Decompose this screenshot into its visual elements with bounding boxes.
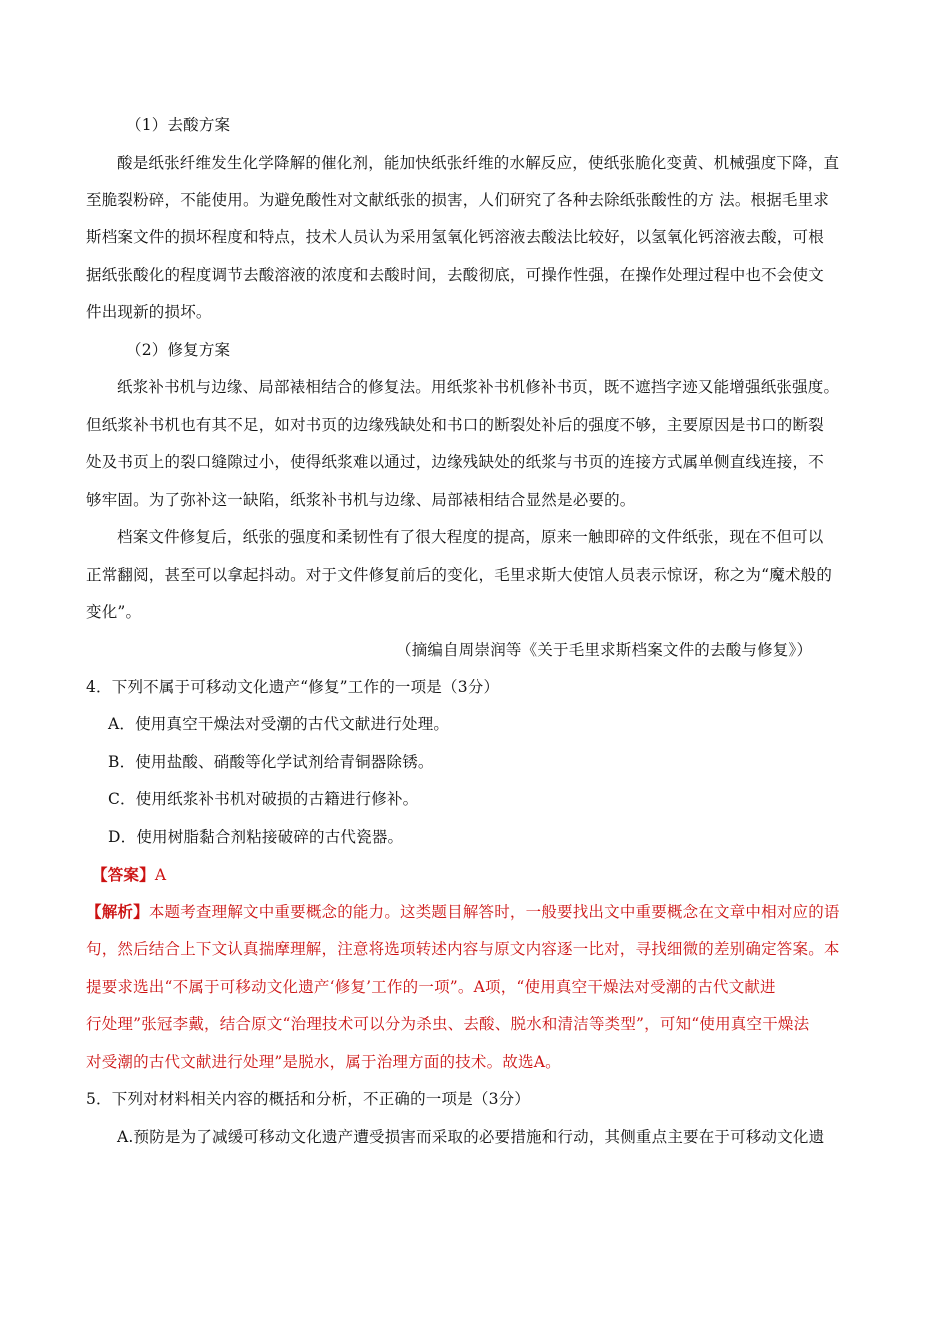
analysis-line: 提要求选出“不属于可移动文化遗产‘修复’工作的一项”。A项，“使用真空干燥法对受潮的古代文献进 bbox=[86, 978, 776, 996]
section2-line: 处及书页上的裂口缝隙过小，使得纸浆难以通过，边缘残缺处的纸浆与书页的连接方式属单侧直线连接，不 bbox=[86, 453, 824, 471]
section3-line: 正常翻阅，甚至可以拿起抖动。对于文件修复前后的变化，毛里求斯大使馆人员表示惊讶，称之为“魔术般的 bbox=[86, 566, 833, 584]
analysis-line bbox=[86, 901, 840, 923]
answer-value: A bbox=[154, 866, 167, 884]
section1-line: 斯档案文件的损坏程度和特点，技术人员认为采用氢氧化钙溶液去酸法比较好，以氢氧化钙溶液去酸，可根 bbox=[86, 228, 824, 246]
q4-option-d: D．使用树脂黏合剂粘接破碎的古代瓷器。 bbox=[108, 828, 404, 846]
section1-line: 酸是纸张纤维发生化学降解的催化剂，能加快纸张纤维的水解反应，使纸张脆化变黄、机械强度下降，直 bbox=[117, 154, 840, 172]
answer-tag: 【答案】 bbox=[92, 865, 155, 884]
section2-line: 纸浆补书机与边缘、局部裱相结合的修复法。用纸浆补书机修补书页，既不遮挡字迹又能增强纸张强度。 bbox=[117, 378, 840, 396]
q4-stem: 4．下列不属于可移动文化遗产“修复”工作的一项是（3分） bbox=[86, 678, 500, 696]
section1-line: 件出现新的损坏。 bbox=[86, 303, 212, 321]
analysis-text: 本题考查理解文中重要概念的能力。这类题目解答时，一般要找出文中重要概念在文章中相对应的语 bbox=[148, 903, 840, 921]
section3-line: 档案文件修复后，纸张的强度和柔韧性有了很大程度的提高，原来一触即碎的文件纸张，现在不但可以 bbox=[117, 528, 824, 546]
section2-line: 够牢固。为了弥补这一缺陷，纸浆补书机与边缘、局部裱相结合显然是必要的。 bbox=[86, 491, 636, 509]
source-citation: （摘编自周崇润等《关于毛里求斯档案文件的去酸与修复》） bbox=[396, 641, 813, 659]
analysis-line: 行处理”张冠李戴，结合原文“治理技术可以分为杀虫、去酸、脱水和清洁等类型”，可知“使用真空干燥法 bbox=[86, 1015, 810, 1033]
section2-heading: （2）修复方案 bbox=[126, 341, 231, 359]
section1-line: 据纸张酸化的程度调节去酸溶液的浓度和去酸时间，去酸彻底，可操作性强，在操作处理过程中也不会使文 bbox=[86, 266, 824, 284]
q5-option-a: A.预防是为了减缓可移动文化遗产遭受损害而采取的必要措施和行动，其侧重点主要在于可移动文化遗 bbox=[117, 1128, 825, 1146]
section1-line: 至脆裂粉碎，不能使用。为避免酸性对文献纸张的损害，人们研究了各种去除纸张酸性的方 法。根据毛里求 bbox=[86, 191, 830, 209]
q5-stem: 5．下列对材料相关内容的概括和分析，不正确的一项是（3分） bbox=[86, 1090, 531, 1108]
analysis-line: 对受潮的古代文献进行处理”是脱水，属于治理方面的技术。故选A。 bbox=[86, 1053, 561, 1071]
q4-option-a: A．使用真空干燥法对受潮的古代文献进行处理。 bbox=[108, 715, 450, 733]
section3-line: 变化”。 bbox=[86, 603, 142, 621]
answer-line bbox=[92, 864, 166, 886]
q4-option-c: C．使用纸浆补书机对破损的古籍进行修补。 bbox=[108, 790, 419, 808]
section2-line: 但纸浆补书机也有其不足，如对书页的边缘残缺处和书口的断裂处补后的强度不够，主要原因是书口的断裂 bbox=[86, 416, 824, 434]
analysis-line: 句，然后结合上下文认真揣摩理解，注意将选项转述内容与原文内容逐一比对，寻找细微的差别确定答案。本 bbox=[86, 940, 840, 958]
analysis-tag: 【解析】 bbox=[86, 902, 149, 921]
q4-option-b: B．使用盐酸、硝酸等化学试剂给青铜器除锈。 bbox=[108, 753, 434, 771]
section1-heading: （1）去酸方案 bbox=[126, 116, 231, 134]
